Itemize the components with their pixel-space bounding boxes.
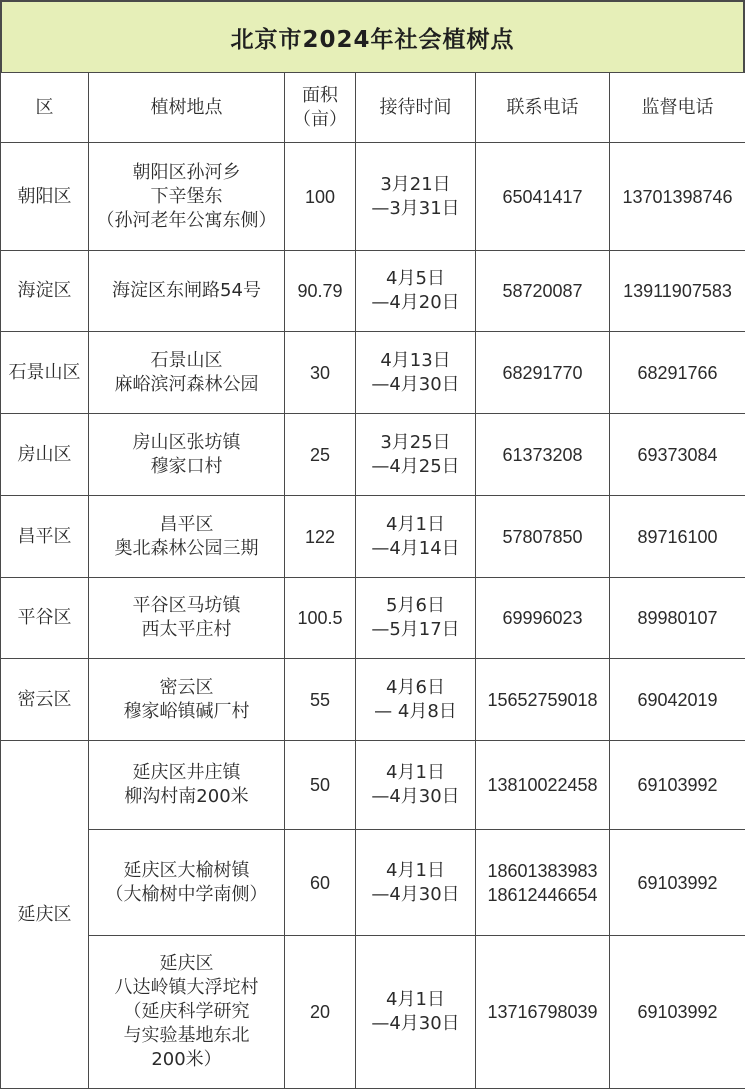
supervise-phone-cell: 13701398746 [610,143,745,251]
header-supervise-phone: 监督电话 [610,73,745,143]
location-cell: 房山区张坊镇 穆家口村 [89,414,285,496]
area-cell: 122 [285,496,356,578]
area-cell: 50 [285,741,356,830]
area-cell: 30 [285,332,356,414]
table-row [1,659,745,741]
header-area: 面积 （亩） [285,73,356,143]
time-cell: 4月5日 —4月20日 [356,251,476,332]
supervise-phone-cell: 69103992 [610,741,745,830]
table-row [1,741,745,830]
header-row [1,73,745,143]
location-cell: 海淀区东闸路54号 [89,251,285,332]
area-cell: 20 [285,936,356,1089]
contact-phone-cell: 13810022458 [476,741,610,830]
table-row [1,332,745,414]
table-row [1,830,745,936]
location-cell: 平谷区马坊镇 西太平庄村 [89,578,285,659]
supervise-phone-cell: 13911907583 [610,251,745,332]
district-cell: 昌平区 [1,496,89,578]
supervise-phone-cell: 68291766 [610,332,745,414]
supervise-phone-cell: 89716100 [610,496,745,578]
district-cell: 密云区 [1,659,89,741]
area-cell: 60 [285,830,356,936]
location-cell: 石景山区 麻峪滨河森林公园 [89,332,285,414]
table-row [1,251,745,332]
page-title: 北京市2024年社会植树点 [230,21,514,54]
table-row [1,936,745,1089]
supervise-phone-cell: 69042019 [610,659,745,741]
contact-phone-cell: 13716798039 [476,936,610,1089]
contact-phone-cell: 57807850 [476,496,610,578]
area-cell: 25 [285,414,356,496]
contact-phone-cell: 18601383983 18612446654 [476,830,610,936]
table-row [1,414,745,496]
supervise-phone-cell: 69373084 [610,414,745,496]
area-cell: 55 [285,659,356,741]
location-cell: 昌平区 奥北森林公园三期 [89,496,285,578]
header-location: 植树地点 [89,73,285,143]
header-contact-phone: 联系电话 [476,73,610,143]
table-row [1,578,745,659]
table-row [1,496,745,578]
title-bar [0,0,745,72]
contact-phone-cell: 69996023 [476,578,610,659]
contact-phone-cell: 15652759018 [476,659,610,741]
time-cell: 3月21日 —3月31日 [356,143,476,251]
area-cell: 90.79 [285,251,356,332]
header-district: 区 [1,73,89,143]
area-cell: 100 [285,143,356,251]
location-cell: 延庆区井庄镇 柳沟村南200米 [89,741,285,830]
district-cell: 房山区 [1,414,89,496]
time-cell: 4月13日 —4月30日 [356,332,476,414]
location-cell: 延庆区大榆树镇 （大榆树中学南侧） [89,830,285,936]
time-cell: 5月6日 —5月17日 [356,578,476,659]
district-cell: 延庆区 [1,741,89,1089]
contact-phone-cell: 61373208 [476,414,610,496]
district-cell: 石景山区 [1,332,89,414]
time-cell: 4月1日 —4月30日 [356,741,476,830]
header-time: 接待时间 [356,73,476,143]
contact-phone-cell: 68291770 [476,332,610,414]
supervise-phone-cell: 89980107 [610,578,745,659]
time-cell: 4月6日 — 4月8日 [356,659,476,741]
district-cell: 平谷区 [1,578,89,659]
supervise-phone-cell: 69103992 [610,830,745,936]
supervise-phone-cell: 69103992 [610,936,745,1089]
time-cell: 4月1日 —4月30日 [356,830,476,936]
district-cell: 朝阳区 [1,143,89,251]
planting-sites-table [0,72,745,1089]
location-cell: 密云区 穆家峪镇碱厂村 [89,659,285,741]
area-cell: 100.5 [285,578,356,659]
contact-phone-cell: 65041417 [476,143,610,251]
location-cell: 朝阳区孙河乡 下辛堡东 （孙河老年公寓东侧） [89,143,285,251]
district-cell: 海淀区 [1,251,89,332]
table-row [1,143,745,251]
time-cell: 4月1日 —4月14日 [356,496,476,578]
time-cell: 4月1日 —4月30日 [356,936,476,1089]
time-cell: 3月25日 —4月25日 [356,414,476,496]
location-cell: 延庆区 八达岭镇大浮坨村 （延庆科学研究 与实验基地东北 200米） [89,936,285,1089]
contact-phone-cell: 58720087 [476,251,610,332]
